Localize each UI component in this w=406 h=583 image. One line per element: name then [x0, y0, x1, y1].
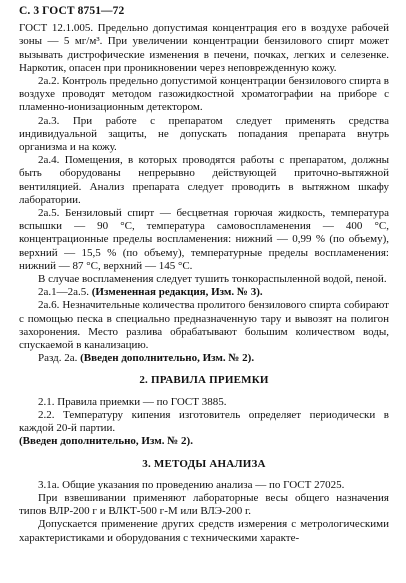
paragraph-2a2: 2а.2. Контроль предельно допустимой концентрации бензилового спирта в воздухе проводят методом газожидкостной хроматографии на приборе с пламенно-ионизационным детектором.	[19, 75, 389, 114]
amendment-label: (Измененная редакция, Изм. № 3).	[91, 286, 263, 299]
paragraph-2a5: 2а.5. Бензиловый спирт — бесцветная горючая жидкость, температура вспышки — 90 °С, температура самовоспламенения — 400 °С, концентрационные пределы воспламенения: нижний — 0,99 % (по объему), верхний — 15,5 % (по объему), температурные пределы воспламенения: нижний — 87 °С, верхний — 145 °С.	[19, 207, 389, 272]
page-header: С. 3 ГОСТ 8751—72	[19, 5, 125, 17]
amendment-note-2-2	[19, 435, 389, 448]
amendment-ref: Разд. 2а.	[38, 352, 81, 365]
paragraph-alternatives: Допускается применение других средств измерения с метрологическими характеристиками и оборудования с техническими характе-	[19, 518, 389, 544]
amendment-note-2a1-2a5	[19, 286, 389, 299]
paragraph-2a3: 2а.3. При работе с препаратом следует применять средства индивидуальной защиты, не допускать попадания препарата внутрь организма и на кожу.	[19, 114, 389, 154]
section-heading-3: 3. МЕТОДЫ АНАЛИЗА	[142, 457, 266, 470]
amendment-ref: 2а.1—2а.5.	[38, 286, 92, 299]
paragraph-weighing: При взвешивании применяют лабораторные весы общего назначения типов ВЛР-200 г и ВЛКТ-500 г-М или ВЛЭ-200 г.	[19, 491, 389, 518]
paragraph-2a6: 2а.6. Незначительные количества пролитого бензилового спирта собирают с помощью песка в специально предназначенную тару и вывозят на полигон захоронения. Место разлива обрабатывают большим количеством воды, спускаемой в канализацию.	[19, 299, 389, 352]
paragraph-fire: В случае воспламенения следует тушить тонкораспыленной водой, пеной.	[38, 273, 387, 286]
paragraph-3-1a: 3.1а. Общие указания по проведению анализа — по ГОСТ 27025.	[38, 478, 345, 491]
amendment-note-section-2a	[19, 352, 389, 365]
amendment-label: (Введен дополнительно, Изм. № 2).	[19, 435, 193, 448]
paragraph-2a4: 2а.4. Помещения, в которых проводятся работы с препаратом, должны быть оборудованы непрерывно действующей приточно-вытяжной вентиляцией. Анализ препарата следует проводить в вытяжном шкафу лаборатории.	[19, 154, 389, 206]
amendment-label: (Введен дополнительно, Изм. № 2).	[80, 352, 255, 365]
paragraph-intro: ГОСТ 12.1.005. Предельно допустимая концентрация его в воздухе рабочей зоны — 5 мг/м³. При увеличении концентрации бензилового спирт может вызывать дистрофические изменения в печени, почках, легких и селезенке. Наркотик, опасен при проникновении через неповрежденную кожу.	[19, 22, 389, 74]
section-heading-2: 2. ПРАВИЛА ПРИЕМКИ	[139, 374, 269, 387]
paragraph-2-2: 2.2. Температуру кипения изготовитель определяет периодически в каждой 20-й партии.	[19, 408, 389, 435]
paragraph-2-1: 2.1. Правила приемки — по ГОСТ 3885.	[38, 395, 227, 408]
